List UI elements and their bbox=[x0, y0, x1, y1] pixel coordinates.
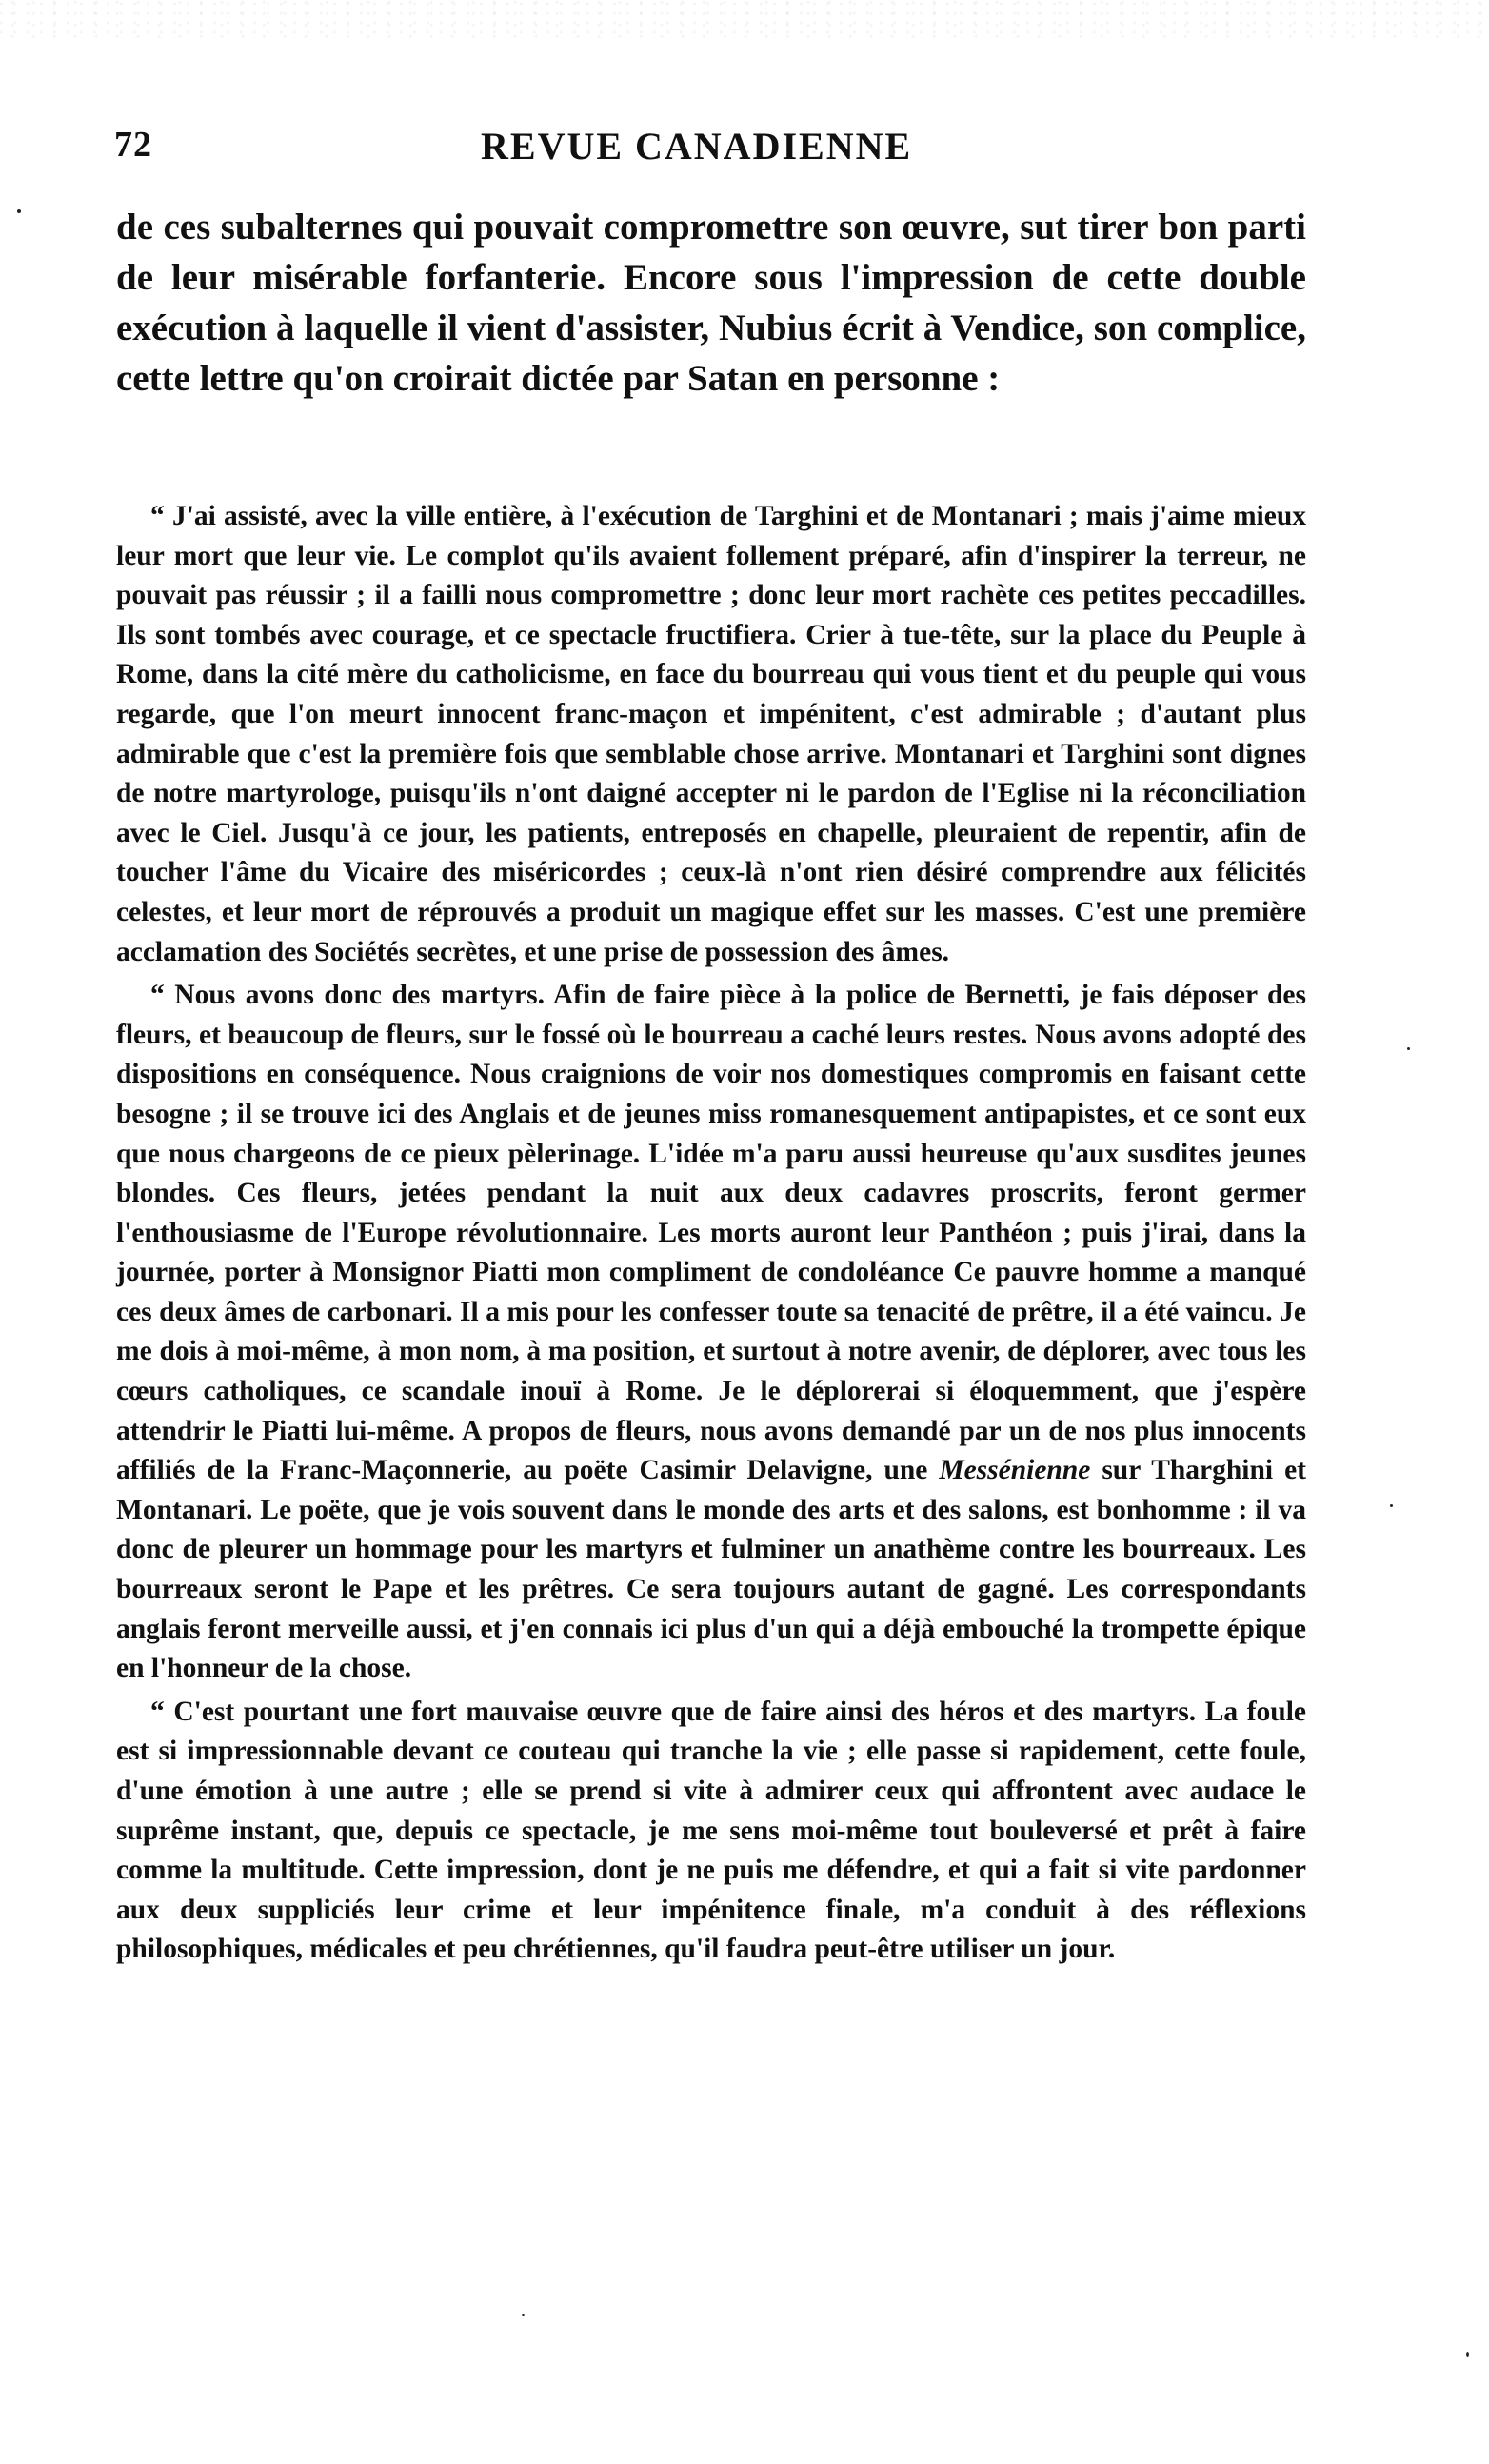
page-number: 72 bbox=[114, 125, 152, 165]
letter-paragraph-2-tail: sur Tharghini et Montanari. Le poëte, que je vois souvent dans le monde des arts et des salons, est bonhomme : il va donc de pleurer un hommage pour les martyrs et fulminer un anathème contre les bourreaux. Les bourreaux seront le Pape et les prêtres. Ce sera toujours autant de gagné. Les correspondants anglais feront merveille aussi, et j'en connais ici plus d'un qui a déjà embouché la trompette épique en l'honneur de la chose. bbox=[116, 1455, 1307, 1684]
letter-paragraph-2-lead: “ Nous avons donc des martyrs. Afin de faire pièce à la police de Bernetti, je fais déposer des fleurs, et beaucoup de fleurs, sur le fossé où le bourreau a caché leurs restes. Nous avons adopté des dispositions en conséquence. Nous craignions de voir nos domestiques compromis en faisant cette besogne ; il se trouve ici des Anglais et de jeunes miss romanesquement antipapistes, et ce sont eux que nous chargeons de ce pieux pèlerinage. L'idée m'a paru aussi heureuse qu'aux susdites jeunes blondes. Ces fleurs, jetées pendant la nuit aux deux cadavres proscrits, feront germer l'enthousiasme de l'Europe révolutionnaire. Les morts auront leur Panthéon ; puis j'irai, dans la journée, porter à Monsignor Piatti mon compliment de condoléance Ce pauvre homme a manqué ces deux âmes de carbonari. Il a mis pour les confesser toute sa tenacité de prêtre, il a été vaincu. Je me dois à moi-même, à mon nom, à ma position, et surtout à notre avenir, de déplorer, avec tous les cœurs catholiques, ce scandale inouï à Rome. Je le déplorerai si éloquemment, que j'espère attendrir le Piatti lui-même. A propos de fleurs, nous avons demandé par un de nos plus innocents affiliés de la Franc-Maçonnerie, au poëte Casimir Delavigne, une bbox=[116, 980, 1306, 1486]
intro-paragraph: de ces subalternes qui pouvait compromettre son œuvre, sut tirer bon parti de leur misérable forfanterie. Encore sous l'impression de cette double exécution à laquelle il vient d'assister, Nubius écrit à Vendice, son complice, cette lettre qu'on croirait dictée par Satan en personne : bbox=[116, 207, 1306, 399]
italic-title: Messénienne bbox=[939, 1455, 1091, 1486]
scan-noise bbox=[0, 0, 1489, 38]
letter-paragraph-3: “ C'est pourtant une fort mauvaise œuvre que de faire ainsi des héros et des martyrs. La foule est si impressionnable devant ce couteau qui tranche la vie ; elle passe si rapidement, cette foule, d'une émotion à une autre ; elle se prend si vite à admirer ceux qui affrontent avec audace le suprême instant, que, depuis ce spectacle, je me sens moi-même tout bouleversé et prêt à faire comme la multitude. Cette impression, dont je ne puis me défendre, et qui a fait si vite pardonner aux deux suppliciés leur crime et leur impénitence finale, m'a conduit à des réflexions philosophiques, médicales et peu chrétiennes, qu'il faudra peut-être utiliser un jour. bbox=[116, 1696, 1306, 1965]
journal-title: REVUE CANADIENNE bbox=[481, 125, 913, 168]
letter-paragraph-1: “ J'ai assisté, avec la ville entière, à l'exécution de Targhini et de Montanari ; mais j'aime mieux leur mort que leur vie. Le complot qu'ils avaient follement préparé, afin d'inspirer la terreur, ne pouvait pas réussir ; il a failli nous compromettre ; donc leur mort rachète ces petites peccadilles. Ils sont tombés avec courage, et ce spectacle fructifiera. Crier à tue-tête, sur la place du Peuple à Rome, dans la cité mère du catholicisme, en face du bourreau qui vous tient et du peuple qui vous regarde, que l'on meurt innocent franc-maçon et impénitent, c'est admirable ; d'autant plus admirable que c'est la première fois que semblable chose arrive. Montanari et Targhini sont dignes de notre martyrologe, puisqu'ils n'ont daigné accepter ni le pardon de l'Eglise ni la réconciliation avec le Ciel. Jusqu'à ce jour, les patients, entreposés en chapelle, pleuraient de repentir, afin de toucher l'âme du Vicaire des miséricordes ; ceux-là n'ont rien désiré comprendre aux félicités celestes, et leur mort de réprouvés a produit un magique effet sur les masses. C'est une première acclamation des Sociétés secrètes, et une prise de possession des âmes. bbox=[116, 501, 1306, 967]
running-head bbox=[114, 124, 1314, 181]
quoted-letter bbox=[116, 497, 1306, 1974]
letter-paragraph-2 bbox=[116, 976, 1306, 1689]
